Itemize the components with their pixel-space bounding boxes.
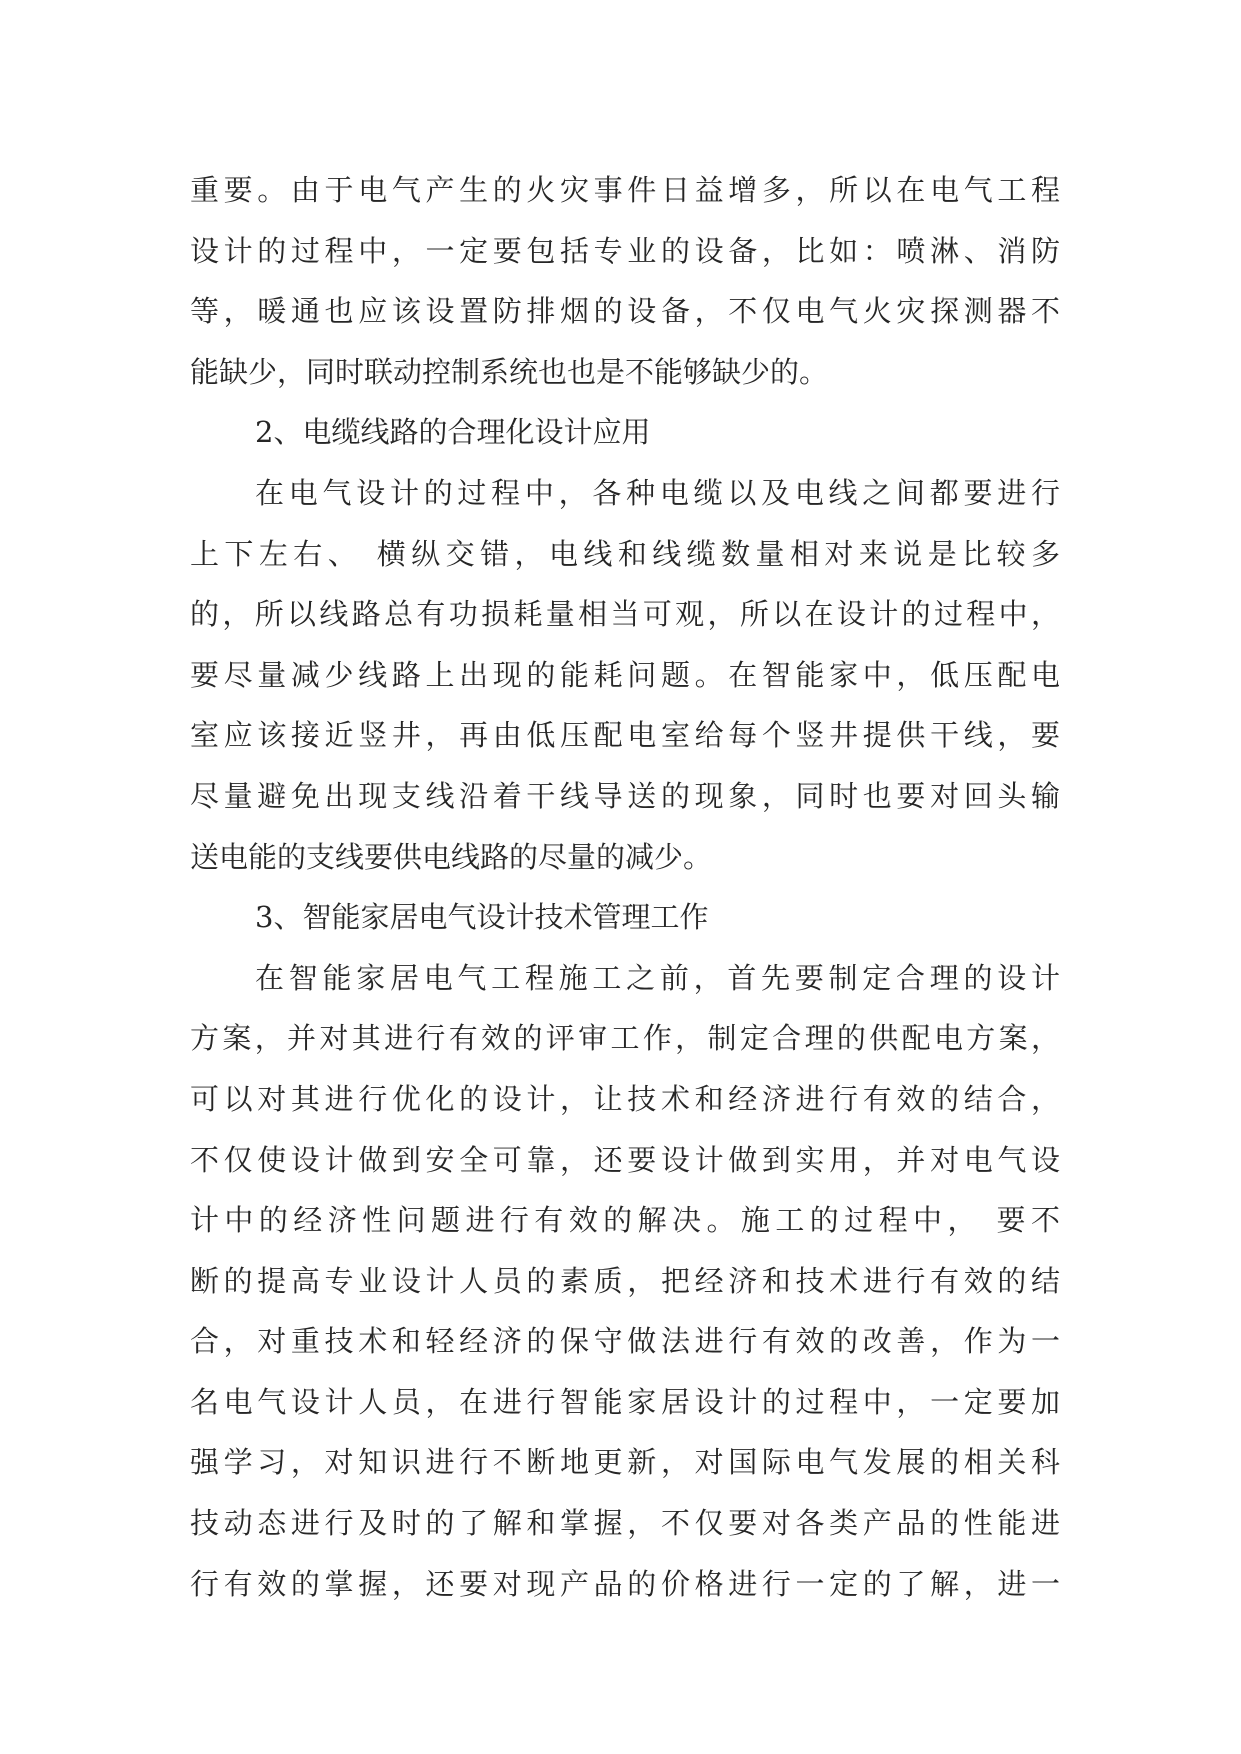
text-line: 强学习，对知识进行不断地更新，对国际电气发展的相关科 — [190, 1445, 1060, 1480]
text-line: 尽量避免出现支线沿着干线导送的现象，同时也要对回头输 — [190, 778, 1060, 813]
text-line: 的，所以线路总有功损耗量相当可观，所以在设计的过程中， — [190, 597, 1060, 632]
text-line: 要尽量减少线路上出现的能耗问题。在智能家中，低压配电 — [190, 657, 1060, 692]
text-line: 上下左右、 横纵交错，电线和线缆数量相对来说是比较多 — [190, 536, 1060, 571]
text-line: 送电能的支线要供电线路的尽量的减少。 — [190, 839, 713, 874]
text-line: 在电气设计的过程中，各种电缆以及电线之间都要进行 — [255, 475, 1060, 510]
text-line: 合，对重技术和轻经济的保守做法进行有效的改善，作为一 — [190, 1324, 1060, 1359]
text-line: 在智能家居电气工程施工之前，首先要制定合理的设计 — [255, 960, 1060, 995]
text-line: 名电气设计人员，在进行智能家居设计的过程中，一定要加 — [190, 1384, 1060, 1419]
text-line: 设计的过程中，一定要包括专业的设备，比如：喷淋、消防 — [190, 233, 1060, 268]
text-line: 方案，并对其进行有效的评审工作，制定合理的供配电方案， — [190, 1021, 1060, 1056]
body-text — [190, 160, 1060, 1614]
text-line: 能缺少，同时联动控制系统也也是不能够缺少的。 — [190, 354, 829, 389]
section-heading: 2、电缆线路的合理化设计应用 — [255, 415, 651, 450]
text-line: 技动态进行及时的了解和掌握，不仅要对各类产品的性能进 — [190, 1506, 1060, 1541]
text-line: 断的提高专业设计人员的素质，把经济和技术进行有效的结 — [190, 1263, 1060, 1298]
text-line: 可以对其进行优化的设计，让技术和经济进行有效的结合， — [190, 1081, 1060, 1116]
section-heading: 3、智能家居电气设计技术管理工作 — [255, 900, 709, 935]
text-line: 计中的经济性问题进行有效的解决。施工的过程中， 要不 — [190, 1203, 1060, 1238]
text-line: 重要。由于电气产生的火灾事件日益增多，所以在电气工程 — [190, 173, 1060, 207]
text-line: 室应该接近竖井，再由低压配电室给每个竖井提供干线，要 — [190, 718, 1060, 753]
text-line: 不仅使设计做到安全可靠，还要设计做到实用，并对电气设 — [190, 1142, 1060, 1177]
text-line: 等，暖通也应该设置防排烟的设备，不仅电气火灾探测器不 — [190, 294, 1060, 329]
text-line: 行有效的掌握，还要对现产品的价格进行一定的了解，进一 — [190, 1566, 1060, 1601]
